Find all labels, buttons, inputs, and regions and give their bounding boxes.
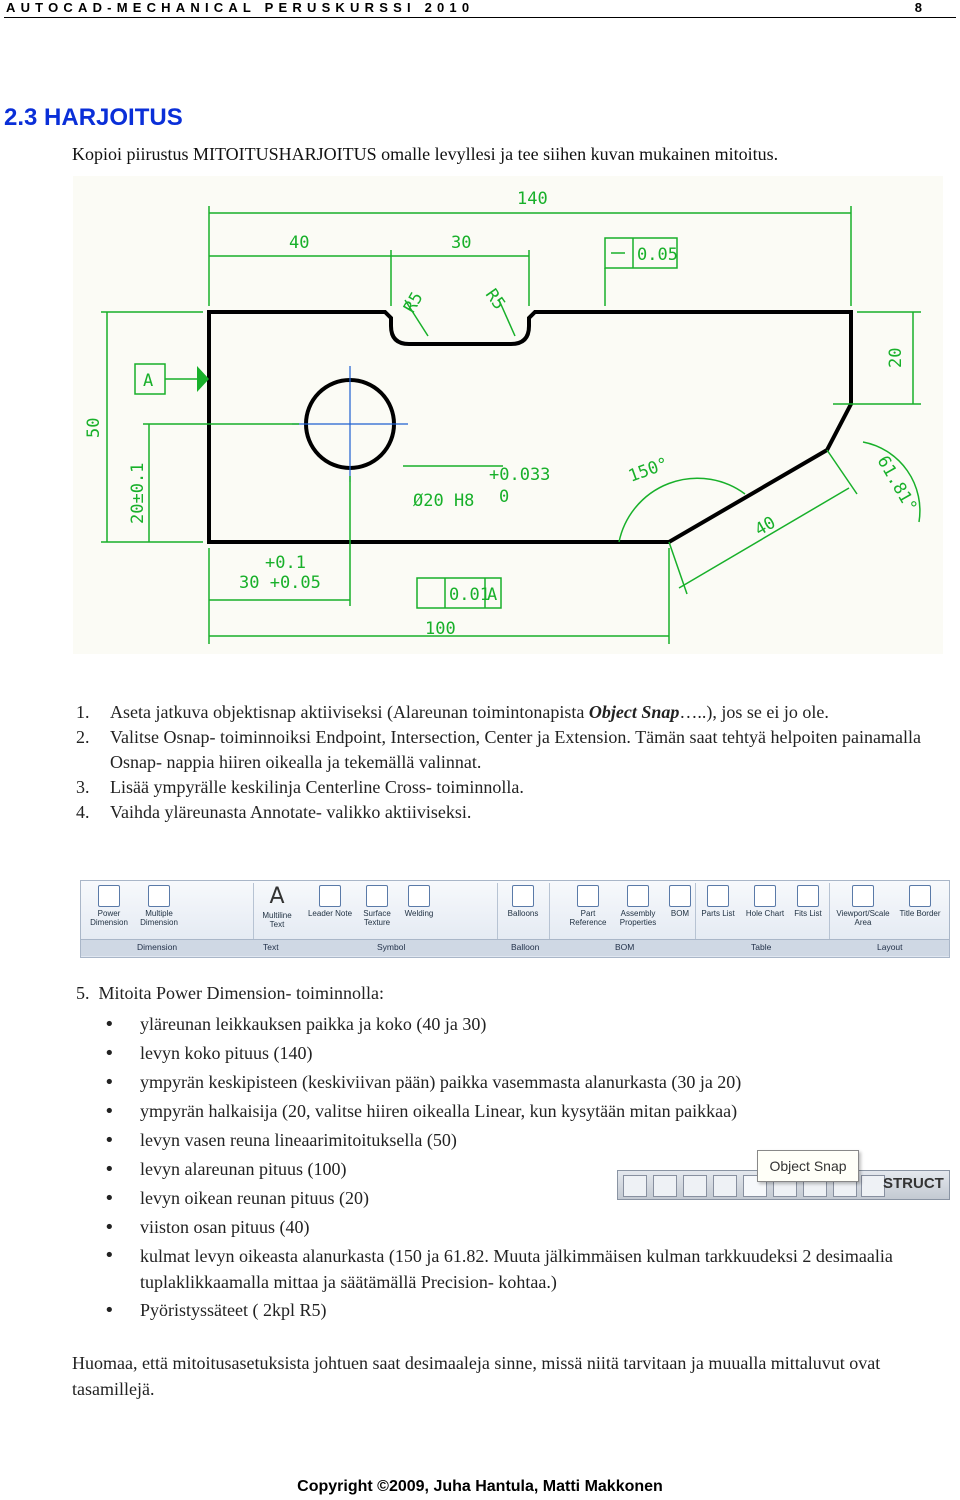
tol-0-01: 0.01 bbox=[449, 585, 490, 605]
ribbon-panel-bar bbox=[81, 939, 949, 956]
bullet-item: • kulmat levyn oikeasta alanurkasta (150 ja 61.82. Muuta jälkimmäisen kulman tarkkuudeksi 2 desimaalia tuplaklikkaamalla mittaa ja säätämällä Precision- kohtaa.) bbox=[100, 1243, 930, 1295]
viewport-icon bbox=[852, 885, 874, 907]
dim-61-81deg: 61.81° bbox=[872, 452, 921, 516]
assembly-properties-icon bbox=[627, 885, 649, 907]
annotate-ribbon bbox=[80, 880, 950, 958]
step-number: 2. bbox=[76, 727, 90, 747]
grid-button[interactable] bbox=[653, 1175, 677, 1197]
header-title: AUTOCAD-MECHANICAL PERUSKURSSI 2010 bbox=[6, 0, 475, 15]
step-text-a: Aseta jatkuva objektisnap aktiiviseksi (Alareunan toimintonapista bbox=[110, 702, 589, 722]
step-text: Valitse Osnap- toiminnoiksi Endpoint, Intersection, Center ja Extension. Tämän saat tehtyä helpoiten painamalla Osnap- nappia hiiren oikealla ja tekemällä valinnat. bbox=[110, 727, 921, 772]
tol-lower: 0 bbox=[499, 487, 510, 507]
fits-list-button[interactable]: Fits List bbox=[791, 885, 825, 918]
bullet-item: • levyn koko pituus (140) bbox=[100, 1040, 930, 1067]
note-text: Huomaa, että mitoitusasetuksista johtuen saat desimaaleja sinne, missä niitä tarvitaan ja muualla mittaluvut ovat tasamillejä. bbox=[72, 1353, 881, 1399]
step-number: 3. bbox=[76, 777, 90, 797]
viewport-scale-area-button[interactable]: Viewport/Scale Area bbox=[833, 885, 893, 927]
balloons-button[interactable]: Balloons bbox=[501, 885, 545, 918]
surface-texture-icon bbox=[366, 885, 388, 907]
step-1 bbox=[72, 700, 952, 725]
dim-20-right: 20 bbox=[886, 347, 906, 368]
welding-button[interactable]: Welding bbox=[399, 885, 439, 918]
step-text: Vaihda yläreunasta Annotate- valikko aktiiviseksi. bbox=[110, 802, 472, 822]
lwt-button[interactable] bbox=[861, 1175, 885, 1197]
dim-140: 140 bbox=[517, 189, 548, 209]
part-reference-button[interactable]: Part Reference bbox=[565, 885, 611, 927]
panel-layout[interactable]: Layout bbox=[877, 942, 903, 952]
balloon-icon bbox=[512, 885, 534, 907]
title-border-icon bbox=[909, 885, 931, 907]
power-dimension-button[interactable]: Power Dimension bbox=[87, 885, 131, 927]
step-number: 4. bbox=[76, 802, 90, 822]
page-header bbox=[6, 0, 922, 14]
step-text-b: …..), jos se ei jo ole. bbox=[679, 702, 829, 722]
hole-chart-button[interactable]: Hole Chart bbox=[743, 885, 787, 918]
status-bar-snippet bbox=[617, 1150, 948, 1200]
multiple-dimension-button[interactable]: Multiple Dimension bbox=[137, 885, 181, 927]
multiline-text-button[interactable]: A Multiline Text bbox=[262, 884, 292, 929]
polar-button[interactable] bbox=[713, 1175, 737, 1197]
object-snap-emphasis: Object Snap bbox=[588, 702, 680, 722]
panel-balloon[interactable]: Balloon bbox=[511, 942, 540, 952]
dim-20-tol: 20±0.1 bbox=[128, 462, 148, 524]
bullet-item: • viiston osan pituus (40) bbox=[100, 1214, 930, 1241]
tol-upper: +0.033 bbox=[489, 465, 551, 485]
datum-a: A bbox=[143, 371, 154, 391]
panel-text[interactable]: Text bbox=[263, 942, 279, 952]
ortho-button[interactable] bbox=[683, 1175, 707, 1197]
bullet-item: • yläreunan leikkauksen paikka ja koko (40 ja 30) bbox=[100, 1011, 930, 1038]
step-number: 5. bbox=[76, 983, 90, 1003]
bullet-item: • levyn oikean reunan pituus (20) bbox=[100, 1185, 930, 1212]
header-divider bbox=[4, 17, 956, 18]
step-number: 1. bbox=[76, 702, 90, 722]
footer-copyright: Copyright ©2009, Juha Hantula, Matti Makkonen bbox=[297, 1478, 663, 1495]
page-number: 8 bbox=[914, 0, 922, 15]
panel-symbol[interactable]: Symbol bbox=[377, 942, 406, 952]
panel-bom[interactable]: BOM bbox=[615, 942, 635, 952]
panel-dimension[interactable]: Dimension bbox=[137, 942, 178, 952]
text-a-icon: A bbox=[269, 884, 285, 909]
tol-datum-a: A bbox=[487, 585, 498, 605]
parts-list-button[interactable]: Parts List bbox=[699, 885, 737, 918]
panel-table[interactable]: Table bbox=[751, 942, 772, 952]
part-reference-icon bbox=[577, 885, 599, 907]
struct-label[interactable]: STRUCT bbox=[883, 1175, 944, 1192]
tol-0-05: 0.05 bbox=[637, 245, 678, 265]
snap-mode-button[interactable] bbox=[623, 1175, 647, 1197]
dim-40-slant: 40 bbox=[751, 512, 780, 541]
bullet-item: • levyn alareunan pituus (100) bbox=[100, 1156, 930, 1183]
multiple-dimension-icon bbox=[148, 885, 170, 907]
dim-150deg: 150° bbox=[625, 453, 672, 487]
bullet-item: • Pyöristyssäteet ( 2kpl R5) bbox=[100, 1297, 930, 1324]
dim-100: 100 bbox=[425, 619, 456, 639]
hole-chart-icon bbox=[754, 885, 776, 907]
dim-p01: +0.1 bbox=[265, 553, 306, 573]
step-text: Lisää ympyrälle keskilinja Centerline Cross- toiminnolla. bbox=[110, 777, 524, 797]
step-3 bbox=[72, 775, 952, 800]
dim-30-tol: 30 +0.05 bbox=[239, 573, 321, 593]
leader-note-icon bbox=[319, 885, 341, 907]
step-2 bbox=[72, 725, 952, 775]
dim-30: 30 bbox=[451, 233, 472, 253]
title-border-button[interactable]: Title Border bbox=[897, 885, 943, 918]
surface-texture-button[interactable]: Surface Texture bbox=[357, 885, 397, 927]
leader-note-button[interactable]: Leader Note bbox=[305, 885, 355, 918]
dim-50: 50 bbox=[84, 417, 104, 438]
step-5 bbox=[76, 983, 384, 1004]
dim-r5-a: R5 bbox=[400, 288, 428, 317]
bom-icon bbox=[669, 885, 691, 907]
cad-drawing bbox=[73, 176, 943, 654]
section-title: 2.3 HARJOITUS bbox=[4, 104, 183, 131]
welding-icon bbox=[408, 885, 430, 907]
steps-list bbox=[72, 700, 952, 825]
assembly-properties-button[interactable]: Assembly Properties bbox=[615, 885, 661, 927]
power-dimension-icon bbox=[98, 885, 120, 907]
intro-text: Kopioi piirustus MITOITUSHARJOITUS omalle levyllesi ja tee siihen kuvan mukainen mitoitus. bbox=[72, 144, 779, 164]
dim-r5-b: R5 bbox=[480, 285, 510, 314]
dim-40: 40 bbox=[289, 233, 310, 253]
step-4 bbox=[72, 800, 952, 825]
dim-dia20: Ø20 H8 bbox=[413, 491, 475, 511]
object-snap-tooltip: Object Snap bbox=[757, 1150, 859, 1182]
bom-button[interactable]: BOM bbox=[665, 885, 695, 918]
bullet-item: • ympyrän keskipisteen (keskiviivan pään) paikka vasemmasta alanurkasta (30 ja 20) bbox=[100, 1069, 930, 1096]
parts-list-icon bbox=[707, 885, 729, 907]
fits-list-icon bbox=[797, 885, 819, 907]
bullet-item: • levyn vasen reuna lineaarimitoituksella (50) bbox=[100, 1127, 930, 1154]
step-text: Mitoita Power Dimension- toiminnolla: bbox=[98, 983, 384, 1003]
cad-drawing-svg bbox=[73, 176, 943, 654]
bullet-item: • ympyrän halkaisija (20, valitse hiiren oikealla Linear, kun kysytään mitan paikkaa) bbox=[100, 1098, 930, 1125]
